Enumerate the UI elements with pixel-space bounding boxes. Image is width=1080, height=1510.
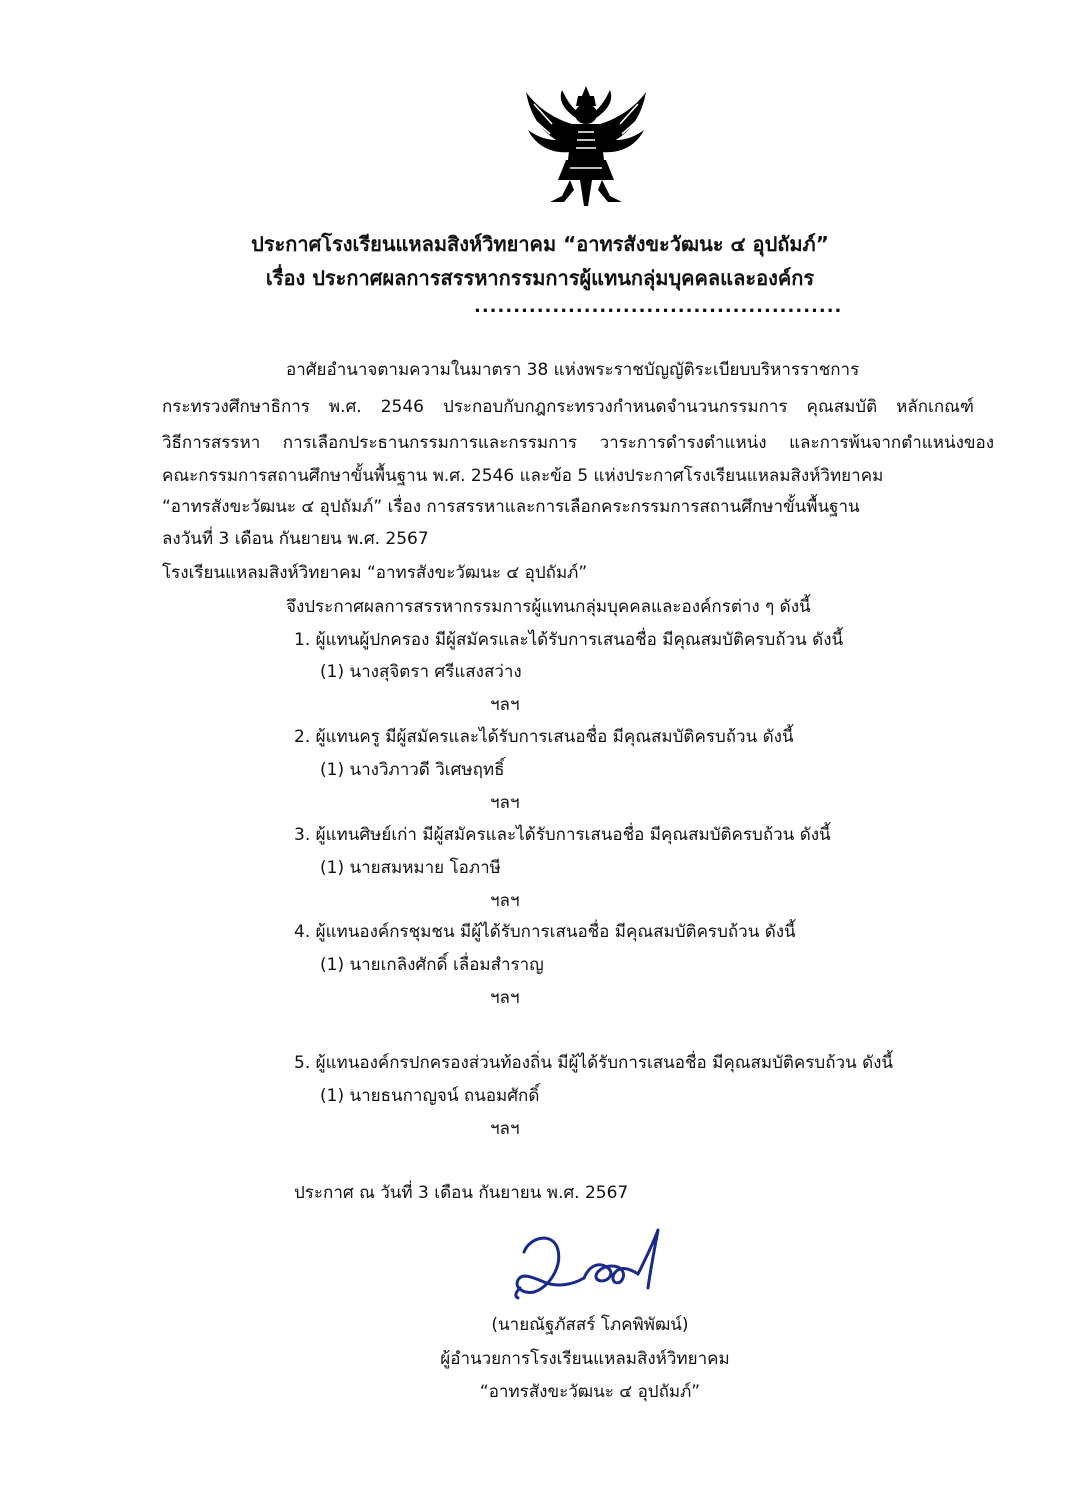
preamble-line-2: กระทรวงศึกษาธิการ พ.ศ. 2546 ประกอบกับกฎกระทรวงกำหนดจำนวนกรรมการ คุณสมบัติ หลักเกณฑ์ [162, 397, 974, 417]
announce-intro: จึงประกาศผลการสรรหากรรมการผู้แทนกลุ่มบุคคลและองค์กรต่าง ๆ ดังนี้ [286, 597, 811, 617]
list-item-etc: ฯลฯ [490, 1119, 520, 1139]
preamble-line-7: โรงเรียนแหลมสิงห์วิทยาคม “อาทรสังขะวัฒนะ ๔ อุปถัมภ์” [162, 563, 588, 583]
list-item-etc: ฯลฯ [490, 793, 520, 813]
list-item-etc: ฯลฯ [490, 695, 520, 715]
list-item-heading: 3. ผู้แทนศิษย์เก่า มีผู้สมัครและได้รับการเสนอชื่อ มีคุณสมบัติครบถ้วน ดังนี้ [294, 825, 831, 845]
preamble-line-1: อาศัยอำนาจตามความในมาตรา 38 แห่งพระราชบัญญัติระเบียบบริหารราชการ [286, 360, 860, 380]
list-item-heading: 1. ผู้แทนผู้ปกครอง มีผู้สมัครและได้รับการเสนอชื่อ มีคุณสมบัติครบถ้วน ดังนี้ [294, 630, 844, 650]
list-item-person: (1) นางวิภาวดี วิเศษฤทธิ์ [320, 760, 505, 780]
list-item-person: (1) นายเกลิงศักดิ์ เลื่อมสำราญ [320, 955, 544, 975]
list-item-person: (1) นางสุจิตรา ศรีแสงสว่าง [320, 662, 522, 682]
list-item-etc: ฯลฯ [490, 891, 520, 911]
signer-position-school: “อาทรสังขะวัฒนะ ๔ อุปถัมภ์” [479, 1382, 701, 1402]
list-item-etc: ฯลฯ [490, 988, 520, 1008]
preamble-line-5: “อาทรสังขะวัฒนะ ๔ อุปถัมภ์” เรื่อง การสรรหาและการเลือกคระกรรมการสถานศึกษาขั้นพื้นฐาน [162, 497, 860, 517]
announcement-date: ประกาศ ณ วันที่ 3 เดือน กันยายน พ.ศ. 2567 [294, 1183, 629, 1203]
title-line-2: เรื่อง ประกาศผลการสรรหากรรมการผู้แทนกลุ่มบุคคลและองค์กร [265, 266, 815, 290]
list-item-heading: 4. ผู้แทนองค์กรชุมชน มีผู้ได้รับการเสนอชื่อ มีคุณสมบัติครบถ้วน ดังนี้ [294, 922, 796, 942]
handwritten-signature-icon [504, 1222, 670, 1308]
list-item-heading: 2. ผู้แทนครู มีผู้สมัครและได้รับการเสนอชื่อ มีคุณสมบัติครบถ้วน ดังนี้ [294, 727, 794, 747]
list-item-person: (1) นายสมหมาย โอภาษี [320, 858, 501, 878]
list-item-heading: 5. ผู้แทนองค์กรปกครองส่วนท้องถิ่น มีผู้ได้รับการเสนอชื่อ มีคุณสมบัติครบถ้วน ดังนี้ [294, 1053, 894, 1073]
title-separator: ............................................... [474, 296, 843, 317]
preamble-line-3: วิธีการสรรหา การเลือกประธานกรรมการและกรรมการ วาระการดำรงตำแหน่ง และการพ้นจากตำแหน่งของ [162, 433, 994, 453]
signer-name: (นายณัฐภัสสร์ โภคพิพัฒน์) [491, 1315, 689, 1335]
list-item-person: (1) นายธนกาญจน์ ถนอมศักดิ์ [320, 1086, 540, 1106]
title-line-1: ประกาศโรงเรียนแหลมสิงห์วิทยาคม “อาทรสังขะวัฒนะ ๔ อุปถัมภ์” [251, 232, 829, 256]
preamble-line-6: ลงวันที่ 3 เดือน กันยายน พ.ศ. 2567 [162, 529, 429, 549]
signer-position: ผู้อำนวยการโรงเรียนแหลมสิงห์วิทยาคม [440, 1349, 730, 1369]
garuda-emblem-icon [522, 84, 650, 208]
preamble-line-4: คณะกรรมการสถานศึกษาขั้นพื้นฐาน พ.ศ. 2546 และข้อ 5 แห่งประกาศโรงเรียนแหลมสิงห์วิทยาคม [162, 466, 884, 486]
